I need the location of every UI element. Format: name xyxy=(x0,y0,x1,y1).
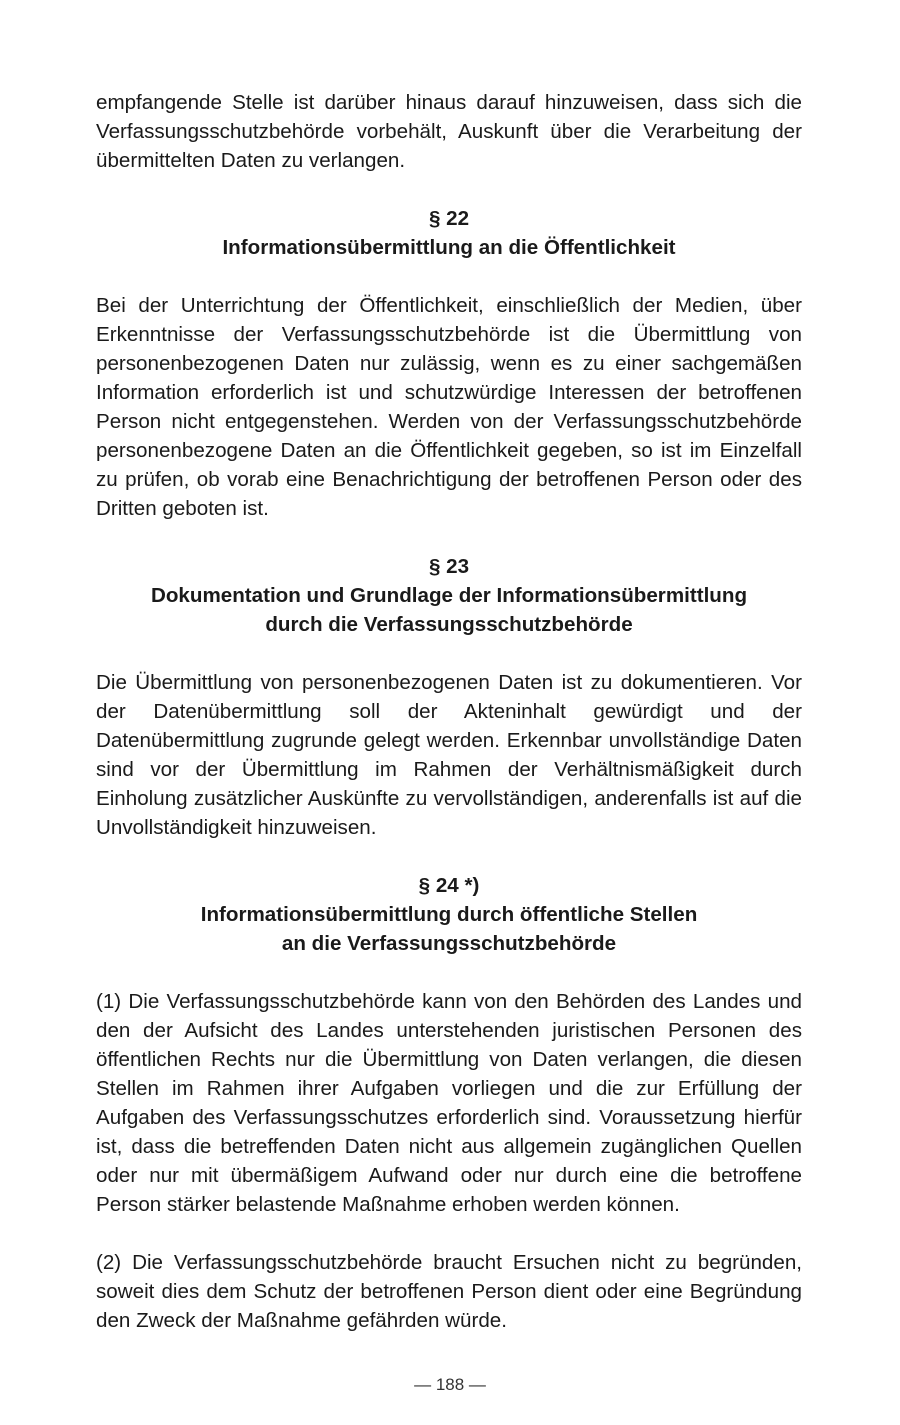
section-title-line: Informationsübermittlung durch öffentliche Stellen xyxy=(200,903,698,926)
page-number: — 188 — xyxy=(414,1375,486,1394)
section-heading xyxy=(96,204,802,262)
section-22 xyxy=(96,204,802,523)
section-title-line: Dokumentation und Grundlage der Informationsübermittlung xyxy=(150,584,748,607)
section-number: § 22 xyxy=(428,207,470,230)
section-paragraph: Bei der Unterrichtung der Öffentlichkeit, einschließlich der Medien, über Erkenntnisse der Verfassungsschutzbehörde ist die Übermittlung von personenbezogenen Daten nur zulässig, wenn es zu einer sachgemäßen Information erforderlich ist und schutzwürdige Interessen der betroffenen Person nicht entgegenstehen. Werden von der Verfassungsschutzbehörde personenbezogene Daten an die Öffentlichkeit gegeben, so ist im Einzelfall zu prüfen, ob vorab eine Benachrichtigung der betroffenen Person oder des Dritten geboten ist. xyxy=(96,294,802,520)
section-23 xyxy=(96,552,802,842)
section-title-line: an die Verfassungsschutzbehörde xyxy=(281,932,617,955)
section-paragraph: Die Übermittlung von personenbezogenen Daten ist zu dokumentieren. Vor der Datenübermittlung soll der Akteninhalt gewürdigt und der Datenübermittlung zugrunde gelegt werden. Erkennbar unvollständige Daten sind vor der Übermittlung im Rahmen der Verhältnismäßigkeit durch Einholung zusätzlicher Auskünfte zu vervollständigen, anderenfalls ist auf die Unvollständigkeit hinzuweisen. xyxy=(96,671,802,839)
section-title-line: Informationsübermittlung an die Öffentlichkeit xyxy=(222,236,676,259)
intro-paragraph: empfangende Stelle ist darüber hinaus darauf hinzuweisen, dass sich die Verfassungsschutzbehörde vorbehält, Auskunft über die Verarbeitung der übermittelten Daten zu verlangen. xyxy=(96,91,802,172)
section-heading xyxy=(96,871,802,958)
section-paragraph: (2) Die Verfassungsschutzbehörde braucht Ersuchen nicht zu begründen, soweit dies dem Schutz der betroffenen Person dient oder eine Begründung den Zweck der Maßnahme gefährden würde. xyxy=(96,1251,802,1332)
section-heading xyxy=(96,552,802,639)
section-24 xyxy=(96,871,802,1335)
section-paragraph: (1) Die Verfassungsschutzbehörde kann von den Behörden des Landes und den der Aufsicht des Landes unterstehenden juristischen Personen des öffentlichen Rechts nur die Übermittlung von Daten verlangen, die diesen Stellen im Rahmen ihrer Aufgaben vorliegen und die zur Erfüllung der Aufgaben des Verfassungsschutzes erforderlich sind. Voraussetzung hierfür ist, dass die betreffenden Daten nicht aus allgemein zugänglichen Quellen oder nur mit übermäßigem Aufwand oder nur durch eine die betroffene Person stärker belastende Maßnahme erhoben werden können. xyxy=(96,990,802,1216)
section-number: § 23 xyxy=(428,555,470,578)
section-number: § 24 *) xyxy=(418,874,480,897)
section-title-line: durch die Verfassungsschutzbehörde xyxy=(265,613,633,636)
document-page xyxy=(96,88,802,1335)
